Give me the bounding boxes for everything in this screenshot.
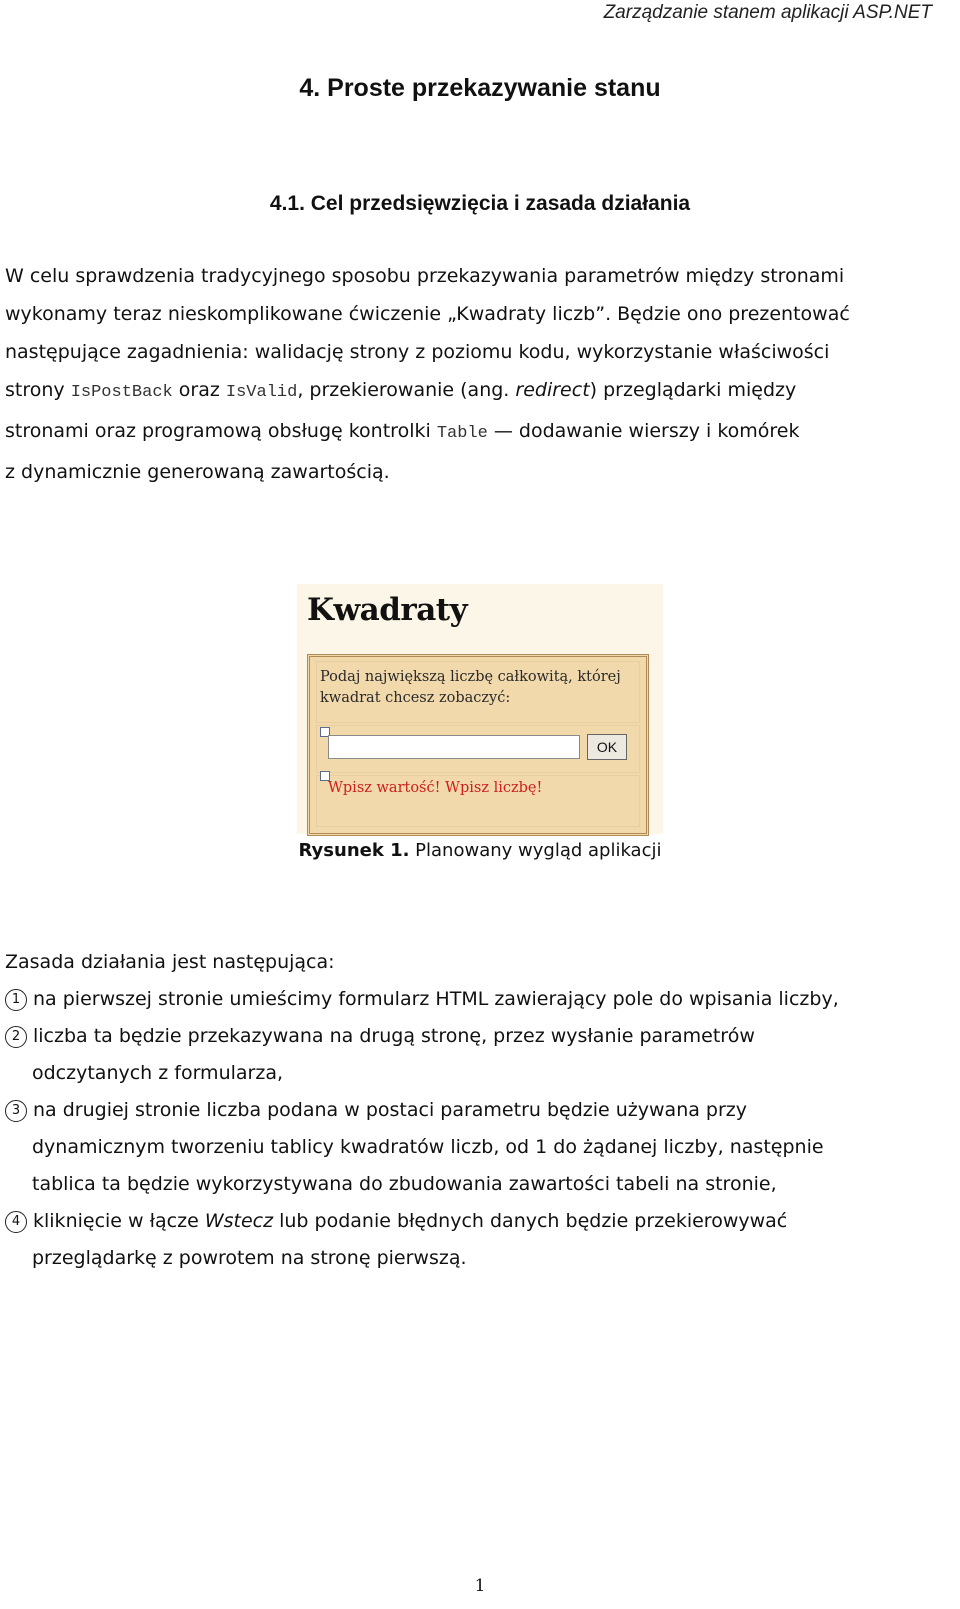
- text-run: ) przeglądarki między: [589, 379, 797, 401]
- figure-app-screenshot: [297, 584, 663, 834]
- code-isvalid: IsValid: [225, 383, 298, 402]
- prompt-line: kwadrat chcesz zobaczyć:: [320, 690, 511, 706]
- list-item: [5, 981, 945, 1018]
- intro-line: wykonamy teraz nieskomplikowane ćwiczenie „Kwadraty liczb”. Będzie ono prezentować: [5, 303, 850, 325]
- term-wstecz: Wstecz: [204, 1210, 274, 1232]
- ok-button[interactable]: OK: [587, 734, 627, 760]
- number-input[interactable]: [328, 735, 580, 759]
- code-ispostback: IsPostBack: [70, 383, 173, 402]
- list-item: [5, 1203, 945, 1277]
- step-text: odczytanych z formularza,: [32, 1062, 283, 1084]
- prompt-text: [320, 667, 621, 709]
- prompt-line: Podaj największą liczbę całkowitą, której: [320, 669, 621, 685]
- step-number-badge: 3: [5, 1100, 27, 1122]
- step-text: na drugiej stronie liczba podana w postaci parametru będzie używana przy: [33, 1099, 748, 1121]
- figure-caption: [0, 840, 960, 861]
- text-run: oraz: [178, 379, 220, 401]
- intro-line: W celu sprawdzenia tradycyjnego sposobu przekazywania parametrów między stronami: [5, 265, 845, 287]
- intro-line: [5, 371, 945, 412]
- caption-text: Planowany wygląd aplikacji: [415, 840, 662, 861]
- step-text: lub podanie błędnych danych będzie przekierowywać: [279, 1210, 788, 1232]
- step-number-badge: 4: [5, 1211, 27, 1233]
- running-header: Zarządzanie stanem aplikacji ASP.NET: [603, 2, 932, 23]
- text-run: — dodawanie wierszy i komórek: [493, 420, 800, 442]
- caption-label: Rysunek 1.: [298, 840, 410, 861]
- app-title: Kwadraty: [307, 592, 468, 628]
- steps-intro: Zasada działania jest następująca:: [5, 951, 335, 973]
- step-text: dynamicznym tworzeniu tablicy kwadratów liczb, od 1 do żądanej liczby, następnie: [32, 1136, 824, 1158]
- step-text: na pierwszej stronie umieścimy formularz HTML zawierający pole do wpisania liczby,: [33, 988, 839, 1010]
- step-number-badge: 1: [5, 989, 27, 1011]
- step-text: tablica ta będzie wykorzystywana do zbudowania zawartości tabeli na stronie,: [32, 1173, 777, 1195]
- step-text: przeglądarkę z powrotem na stronę pierwszą.: [32, 1247, 467, 1269]
- validation-error-text: Wpisz wartość! Wpisz liczbę!: [328, 780, 543, 796]
- intro-line: następujące zagadnienia: walidację strony z poziomu kodu, wykorzystanie właściwości: [5, 341, 830, 363]
- list-item: [5, 1018, 945, 1092]
- section-title: 4. Proste przekazywanie stanu: [299, 74, 661, 102]
- code-table: Table: [436, 424, 488, 443]
- text-run: stronami oraz programową obsługę kontrolki: [5, 420, 431, 442]
- text-run: , przekierowanie (ang.: [297, 379, 510, 401]
- intro-line: z dynamicznie generowaną zawartością.: [5, 461, 390, 483]
- list-item: [5, 1092, 945, 1203]
- steps-list: [5, 944, 945, 1277]
- step-number-badge: 2: [5, 1026, 27, 1048]
- intro-line: [5, 412, 945, 453]
- intro-paragraph: [5, 257, 945, 491]
- term-redirect: redirect: [515, 379, 590, 401]
- step-text: liczba ta będzie przekazywana na drugą stronę, przez wysłanie parametrów: [33, 1025, 755, 1047]
- text-run: strony: [5, 379, 65, 401]
- subsection-title: 4.1. Cel przedsięwzięcia i zasada działania: [269, 192, 691, 215]
- page-number: 1: [474, 1576, 486, 1596]
- step-text: kliknięcie w łącze: [33, 1210, 199, 1232]
- form-panel: [307, 654, 649, 836]
